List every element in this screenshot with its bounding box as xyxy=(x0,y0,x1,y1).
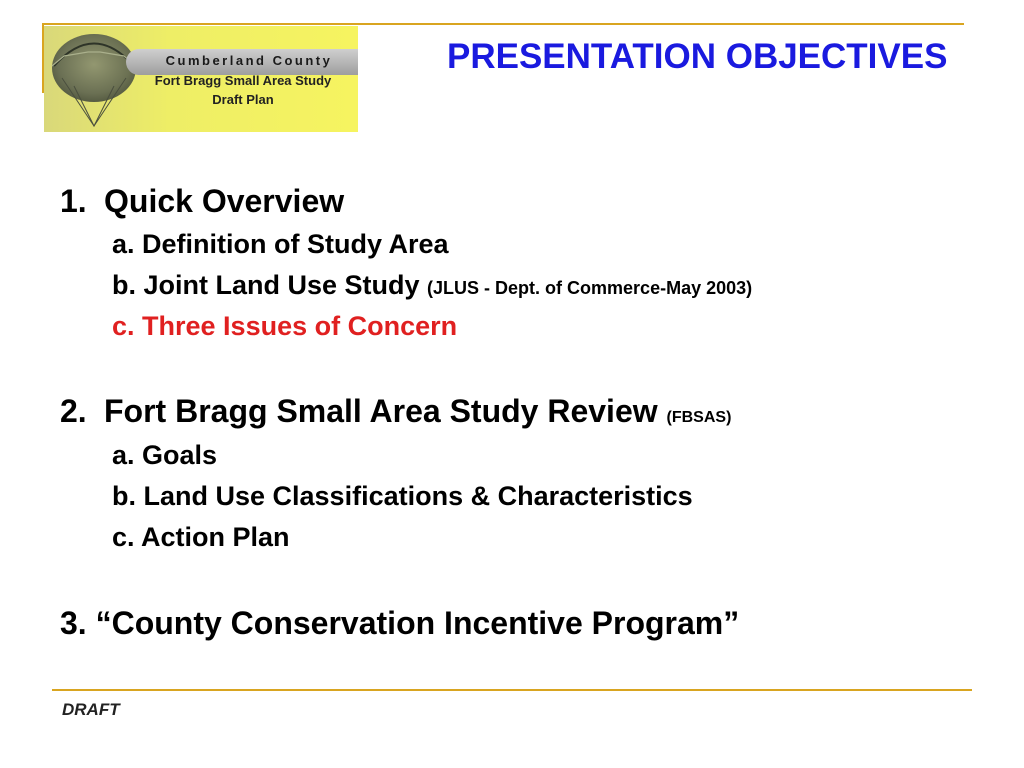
item1-b xyxy=(112,270,752,301)
item1-a: a. Definition of Study Area xyxy=(112,229,449,259)
item1-b-note: (JLUS - Dept. of Commerce-May 2003) xyxy=(427,278,753,298)
item2-b: b. Land Use Classifications & Characteristics xyxy=(112,481,693,511)
item2-a: a. Goals xyxy=(112,440,218,470)
item2-title-note: (FBSAS) xyxy=(666,409,732,426)
logo-plan: Draft Plan xyxy=(212,92,274,107)
item1-b-label: b. Joint Land Use Study xyxy=(112,270,420,300)
logo-study: Fort Bragg Small Area Study xyxy=(154,73,332,88)
item2-title-label: Fort Bragg Small Area Study Review xyxy=(104,393,658,429)
item2-title xyxy=(104,393,731,430)
bottom-divider xyxy=(52,689,972,691)
item3-text: 3. “County Conservation Incentive Program” xyxy=(60,605,740,641)
page-title: PRESENTATION OBJECTIVES xyxy=(447,37,948,76)
item1-c: c. Three Issues of Concern xyxy=(112,311,458,341)
item2-c: c. Action Plan xyxy=(112,522,290,552)
item1-title: Quick Overview xyxy=(104,183,345,219)
logo-county: Cumberland County xyxy=(165,53,333,68)
item1-number: 1. xyxy=(60,183,87,219)
footer-label: DRAFT xyxy=(62,700,120,719)
item2-number: 2. xyxy=(60,393,87,429)
